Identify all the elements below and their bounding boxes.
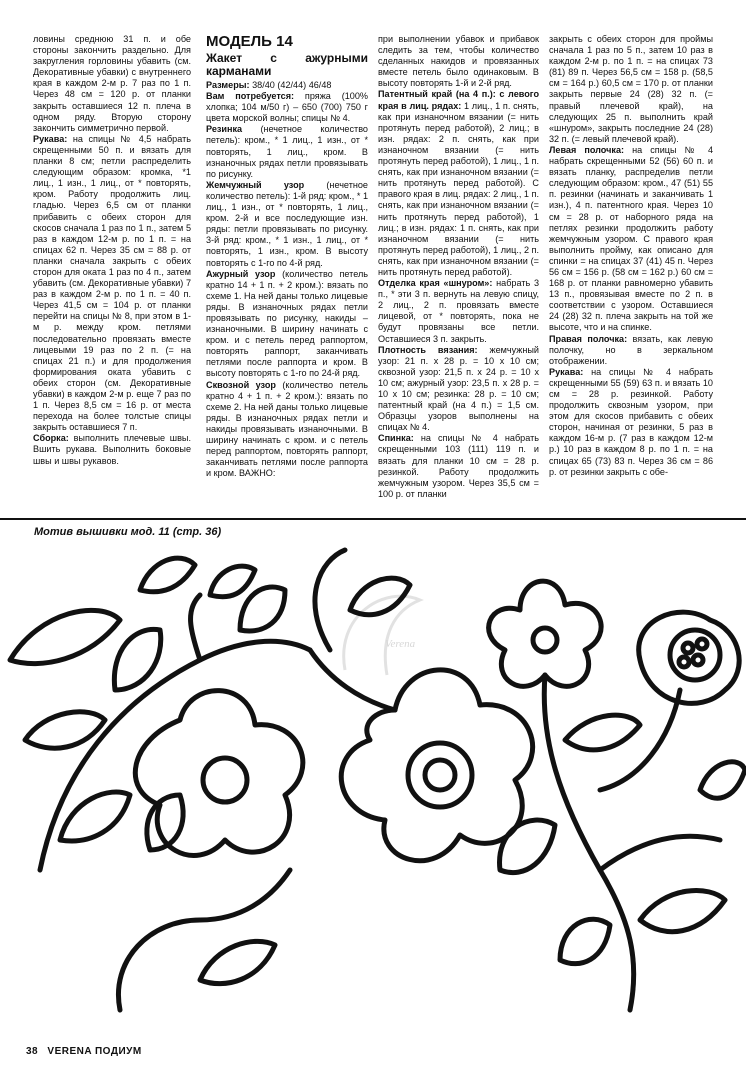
text-column-2 — [206, 34, 368, 512]
paragraph: Рукава: на спицы № 4,5 набрать скрещенными 50 п. и вязать для планки 8 см; петли распределить следующим образом: кромка, *1 лиц., 1 изн., 1 лиц., от * повторять, кром. Работу продолжить лиц. гладью. Через 6,5 см от планки прибавить с обеих сторон для скосов сначала 1 раз по 1 п., затем 5 раз в каждом 12-м р. по 1 п. = на спицах 62 п. Через 35 см = 88 р. от планки сначала закрыть с обеих сторон для оката 1 раз по 4 п., затем убавить (см. Декоративные убавки) 7 раз в каждом 2-м р. по 1 п. = 40 п. Через 41,5 см = 104 р. от планки перейти на спицы № 8, при этом в 1-м р. между кром. петлями последовательно провязать вместе лицевыми 19 раз по 2 п. (= на спицах 21 п.) и для продолжения формирования оката убавить с обеих сторон (см. Декоративные убавки) в каждом 2-м р. еще 7 раз по 1 п. Через 8,5 см = 16 р. от места перехода на более толстые спицы закрыть оставшиеся 7 п. — [33, 133, 191, 433]
paragraph: Вам потребуется: пряжа (100% хлопка; 104 м/50 г) – 650 (700) 750 г цвета морской волны; спицы № 4. — [206, 91, 368, 124]
page-number: 38 — [26, 1046, 39, 1057]
page-footer — [26, 1046, 142, 1057]
paragraph: Размеры: 38/40 (42/44) 46/48 — [206, 80, 332, 90]
section-divider — [0, 518, 746, 520]
paragraph: Сборка: выполнить плечевые швы. Вшить рукава. Выполнить боковые швы и швы рукавов. — [33, 433, 191, 466]
magazine-name: VERENA ПОДИУМ — [47, 1046, 142, 1057]
text-column-1 — [33, 34, 191, 512]
model-subtitle: Жакет с ажурными карманами — [206, 51, 368, 78]
leaf-shape — [10, 610, 120, 663]
paragraph: закрыть с обеих сторон для проймы сначала 1 раз по 5 п., затем 10 раз в каждом 2-м р. по 1 п. = на спицах 73 (81) 89 п. Через 56,5 см = 158 р. (58,5 см = 164 р.) 60,5 см = 170 р. от планки закрыть первые 24 (28) 32 п. (= правый плечевой край), на следующих 25 п. выполнить край «шнуром», закрыть последние 24 (28) 32 п. (= левый плечевой край). — [549, 34, 713, 144]
paragraph: Правая полочка: вязать, как левую полочку, но в зеркальном отображении. — [549, 333, 713, 366]
paragraph: Рукава: на спицы № 4 набрать скрещенными 55 (59) 63 п. и вязать 10 см = 28 р. резинкой. Работу продолжить сквозным узором, при этом для скосов прибавить с обеих сторон, начиная от резинки, 5 раз в каждом 16-м р. (7 раз в каждом 12-м р.) 10 раз в каждом 8 р. по 1 п. = на спицах 65 (73) 83 п. Через 36 см = 86 р. от резинки закрыть с обе- — [549, 366, 713, 477]
paragraph: Спинка: на спицы № 4 набрать скрещенными 103 (111) 119 п. и вязать для планки 10 см = 28 р. резинкой. Работу продолжить жемчужным узором. Через 35,5 см = 100 р. от планки — [378, 433, 539, 499]
embroidery-caption: Мотив вышивки мод. 11 (стр. 36) — [34, 526, 222, 538]
model-title: МОДЕЛЬ 14 — [206, 34, 293, 50]
paragraph: Жемчужный узор (нечетное количество петель): 1-й ряд: кром., * 1 лиц., 1 изн., от * повторять, 1 лиц., кром. 2-й и все последующие изн. ряды: петли провязывать по рисунку. 3-й ряд: кром., * 1 изн., 1 лиц., от * повторять, 1 изн., кром. В высоту повторять с 1-го по 4-й ряд. — [206, 179, 368, 268]
paragraph: Отделка края «шнуром»: набрать 3 п., * эти 3 п. вернуть на левую спицу, 2 лиц., 2 п. провязать вместе лицевой, от * повторять, пока не будут провязаны все петли. Оставшиеся 3 п. закрыть. — [378, 278, 539, 344]
paragraph: Резинка (нечетное количество петель): кром., * 1 лиц., 1 изн., от * повторять, 1 лиц., кром. В изнаночных рядах петли провязывать по рисунку. — [206, 124, 368, 179]
paragraph: ловины среднюю 31 п. и обе стороны закончить раздельно. Для закругления горловины убавить (см. Декоративные убавки) с внутреннего края в каждом 2-м р. 7 раз по 1 п. Через 48 см = 120 р. от планки закрыть оставшиеся 12 п. плеча в одном ряду. Вторую сторону закончить симметрично первой. — [33, 34, 191, 133]
text-column-3 — [378, 34, 539, 512]
paragraph: Патентный край (на 4 п.): с левого края в лиц. рядах: 1 лиц., 1 п. снять, как при изнаночном вязании (= нить протянуть перед работой), 2 лиц.; в изн. рядах: 2 п. снять, как при изнаночном вязании (= нить протянуть перед работой), 1 лиц., 1 п. снять, как при изнаночном вязании (= нить протянуть перед работой). С правого края в лиц. рядах: 2 лиц., 1 п. снять, как при изнаночном вязании (= нить протянуть перед работой), 1 лиц.; в изн. рядах: 1 п. снять, как при изнаночном вязании (= нить протянуть перед работой), 1 лиц., 2 п. снять, как при изнаночном вязании (= нить протянуть перед работой). — [378, 89, 539, 277]
svg-text:Verena: Verena — [385, 638, 416, 650]
text-column-4 — [549, 34, 713, 512]
paragraph: Плотность вязания: жемчужный узор: 21 п. х 28 р. = 10 х 10 см; сквозной узор: 21,5 п. х 24 р. = 10 х 10 см; ажурный узор: 23,5 п. х 28 р. = 10 х 10 см; резинка: 28 р. = 10 см; патентный край (на 4 п.) = 1,5 см. Образцы узоров выполнены на спицах № 4. — [378, 344, 539, 433]
paragraph: Сквозной узор (количество петель кратно 4 + 1 п. + 2 кром.): вязать по схеме 2. На ней даны только лицевые ряды. В изнаночных рядах петли и накиды провязывать изнаночными. В ширину начинать с кром. и с петель перед раппортом, повторять раппорт, заканчивать петлями после раппорта и кром. ВАЖНО: — [206, 379, 368, 479]
flower-outline — [135, 691, 303, 856]
paragraph: Ажурный узор (количество петель кратно 14 + 1 п. + 2 кром.): вязать по схеме 1. На ней даны только лицевые ряды. В изнаночных рядах петли провязывать по рисунку, накиды – изнаночными. В ширину начинать с кром. и с петель перед раппортом, повторять раппорт, заканчивать петлями после раппорта и кром. В высоту повторять с 1-го по 24-й ряд. — [206, 268, 368, 379]
embroidery-motif — [0, 540, 746, 1040]
paragraph: при выполнении убавок и прибавок следить за тем, чтобы количество сделанных накидов и провязанных вместе петель было одинаковым. В высоту повторять 1-й и 2-й ряд. — [378, 34, 539, 89]
paragraph: Левая полочка: на спицы № 4 набрать скрещенными 52 (56) 60 п. и вязать планку, распределив петли следующим образом: кром., 47 (51) 55 п. резинки (начинать и заканчивать 1 изн.), 4 п. патентного края. Через 10 см = 28 р. от наборного ряда на петлях резинки продолжить работу жемчужным узором. С правого края выполнить пройму, как описано для спинки = на спицах 37 (41) 45 п. Через 56 см = 156 р. (58 см = 162 р.) 60 см = 168 р. от планки равномерно убавить 13 п., провязывая вместе по 2 п. в соответствии с узором. Оставшиеся 24 (28) 32 п. плеча закрыть на той же высоте, что и на спинке. — [549, 144, 713, 333]
